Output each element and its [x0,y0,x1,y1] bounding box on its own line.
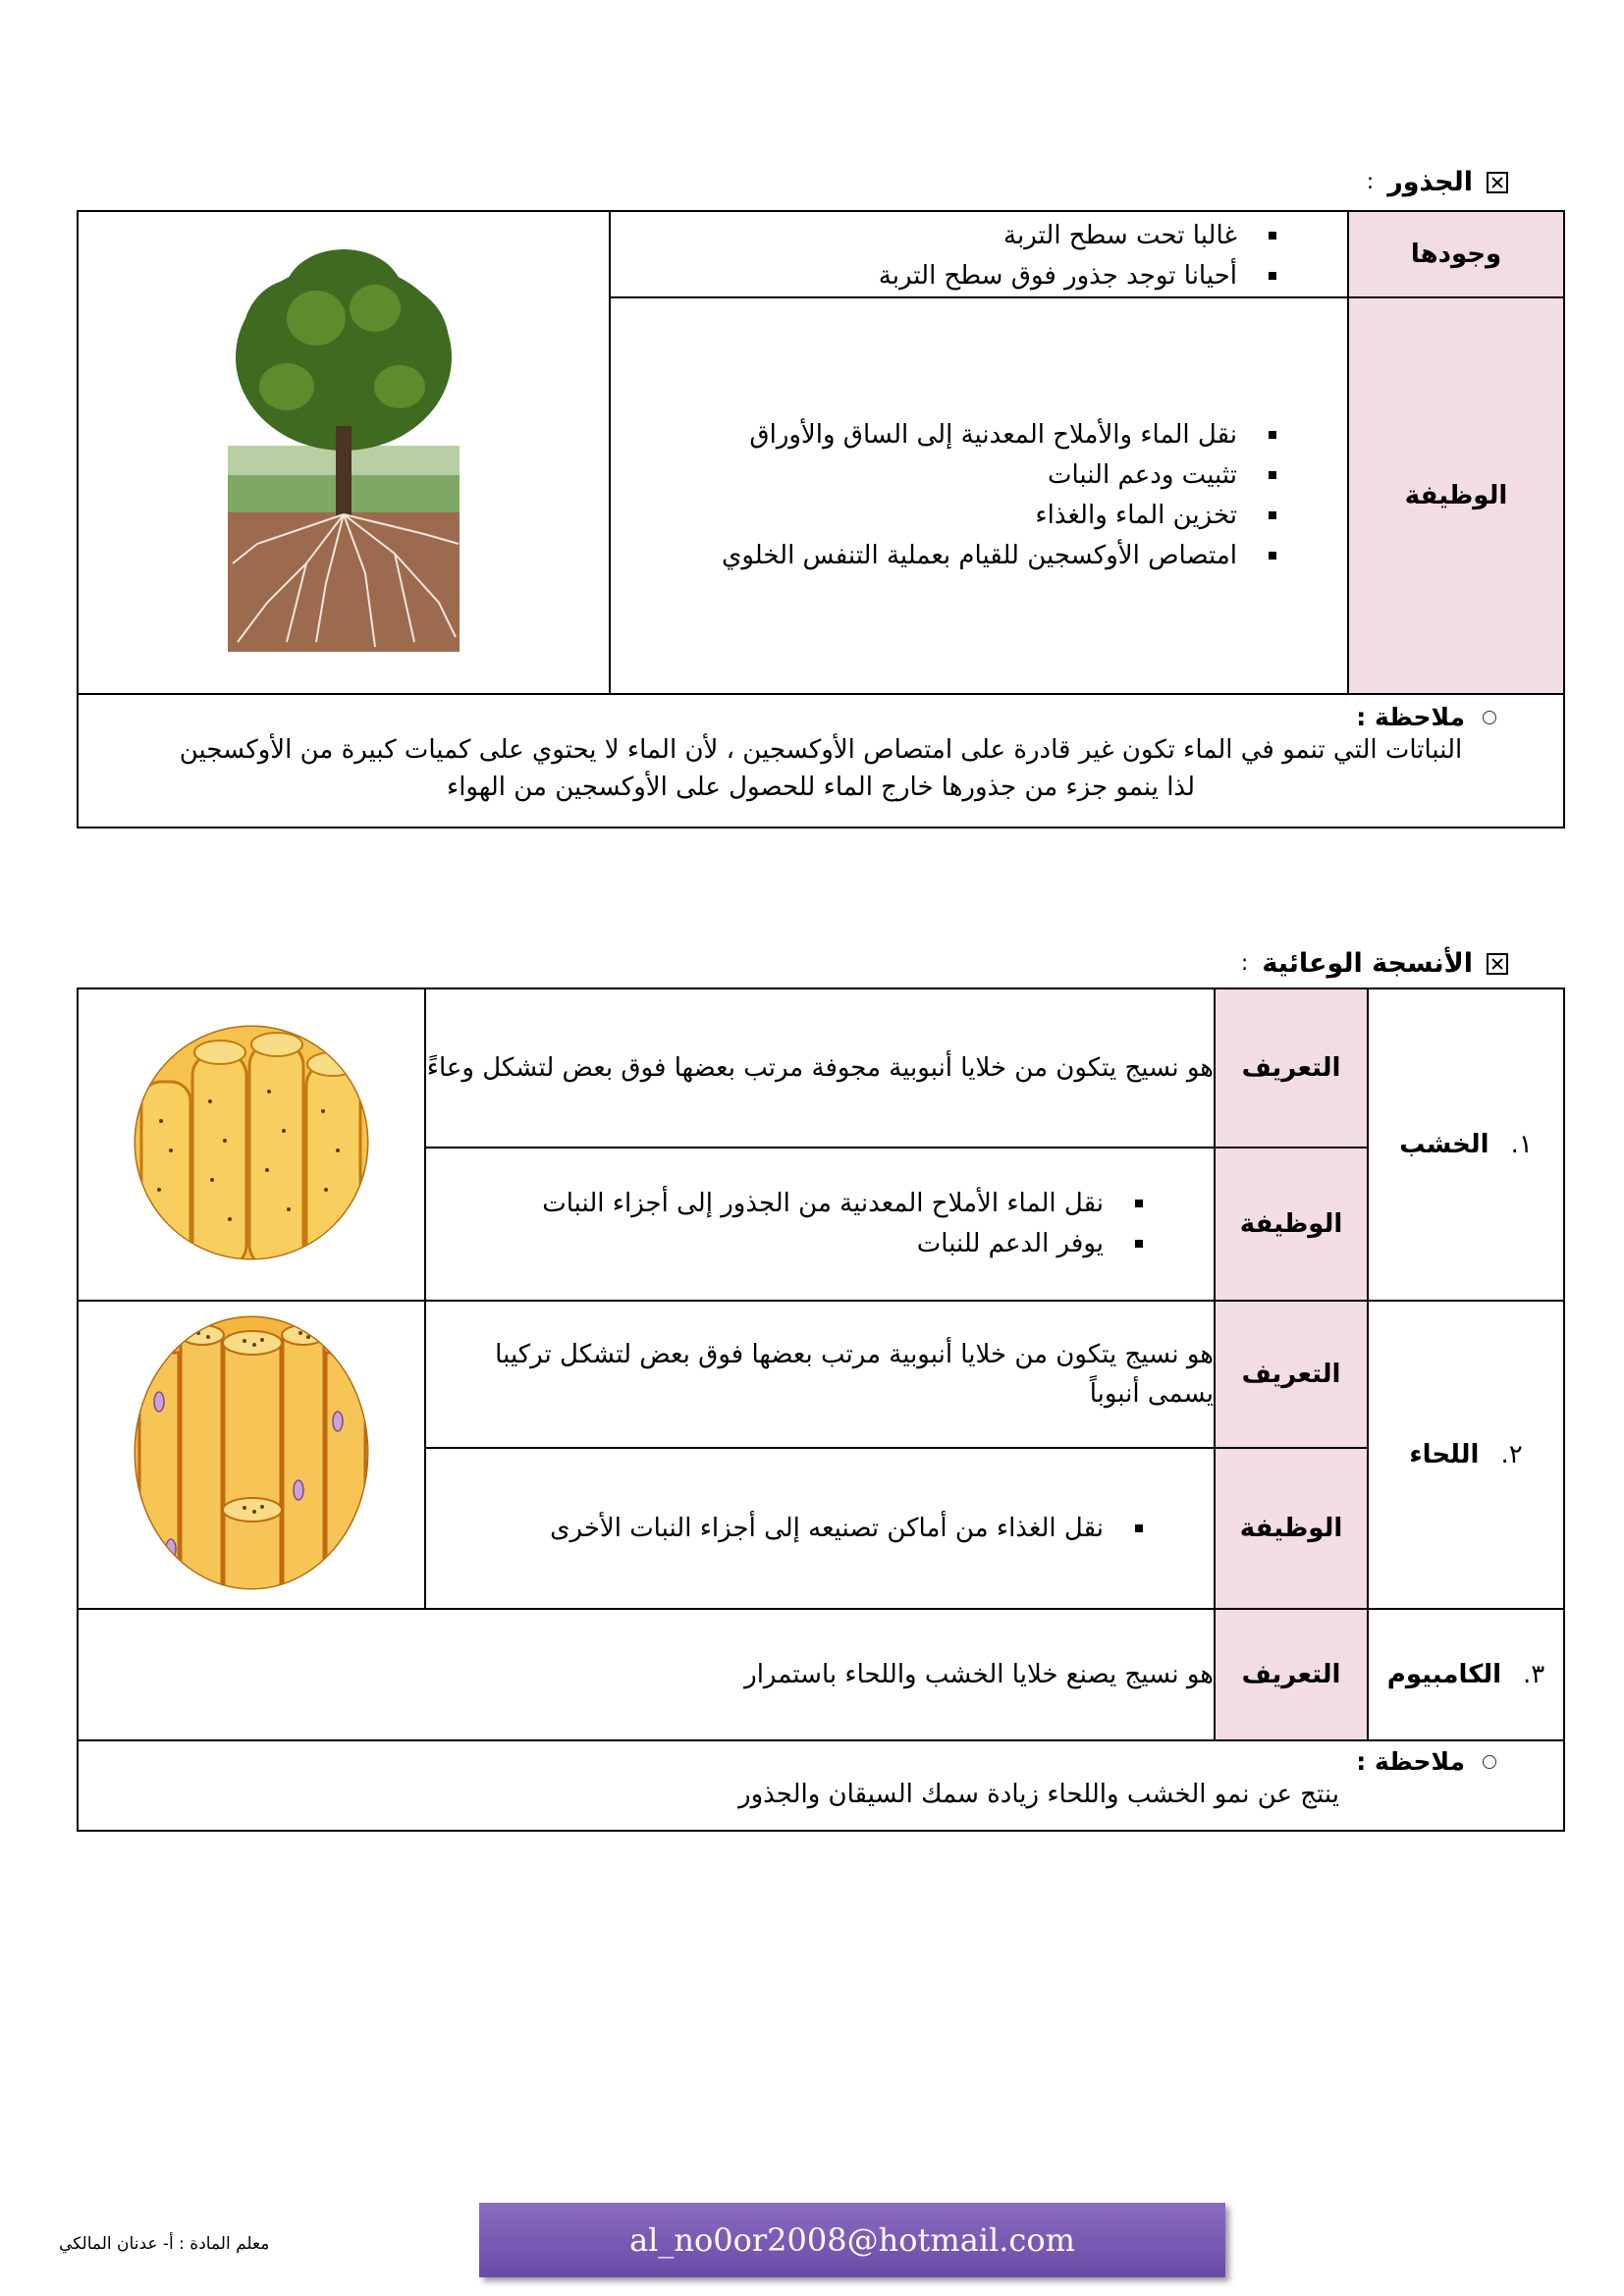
list-item: أحيانا توجد جذور فوق سطح التربة [611,256,1237,296]
roots-location-label: وجودها [1348,211,1564,297]
bullet-circle-icon [1483,1755,1496,1769]
list-item: نقل الغذاء من أماكن تصنيعه إلى أجزاء النبات الأخرى [426,1509,1104,1549]
note-line: ينتج عن نمو الخشب واللحاء زيادة سمك السيقان والجذور [738,1780,1339,1809]
xylem-tissue-image [132,1023,371,1262]
xylem-definition: هو نسيج يتكون من خلايا أنبوبية مجوفة مرتب بعضها فوق بعض لتشكل وعاءً [425,988,1215,1148]
list-item: تثبيت ودعم النبات [611,455,1237,496]
vascular-note: ملاحظة : ينتج عن نمو الخشب واللحاء زيادة سمك السيقان والجذور [78,1740,1564,1831]
checkbox-x-icon [1487,953,1508,975]
roots-function-cell [610,297,1348,694]
phloem-label-cell: ٢. اللحاء [1368,1301,1564,1609]
checkbox-x-icon [1487,172,1508,193]
list-item: تخزين الماء والغذاء [611,496,1237,536]
roots-note: ملاحظة : النباتات التي تنمو في الماء تكون غير قادرة على امتصاص الأوكسجين ، لأن الماء لا يحتوي على كميات كبيرة من الأوكسجين لذا ينمو جزء من جذورها خارج الماء للحصول على الأوكسجين من الهواء [78,694,1564,828]
xylem-function-cell [425,1148,1215,1301]
cambium-definition-label: التعريف [1215,1609,1368,1740]
list-item: نقل الماء الأملاح المعدنية من الجذور إلى أجزاء النبات [426,1184,1104,1224]
phloem-function-label: الوظيفة [1215,1448,1368,1609]
xylem-image-cell [78,988,425,1301]
list-item: غالبا تحت سطح التربة [611,216,1237,256]
xylem-function-label: الوظيفة [1215,1148,1368,1301]
bullet-circle-icon [1483,711,1496,724]
roots-function-label: الوظيفة [1348,297,1564,694]
cambium-definition: هو نسيج يصنع خلايا الخشب واللحاء باستمرار [78,1609,1215,1740]
xylem-label-cell: ١. الخشب [1368,988,1564,1301]
footer-email[interactable]: al_no0or2008@hotmail.com [629,2221,1075,2259]
list-item: امتصاص الأوكسجين للقيام بعملية التنفس الخلوي [611,536,1237,576]
phloem-definition-label: التعريف [1215,1301,1368,1448]
footer-teacher: معلم المادة : أ- عدنان المالكي [59,2234,270,2254]
note-line: لذا ينمو جزء من جذورها خارج الماء للحصول على الأوكسجين من الهواء [446,773,1196,802]
tree-with-roots-image [228,249,460,652]
tree-image-cell [78,211,610,694]
list-item: نقل الماء والأملاح المعدنية إلى الساق والأوراق [611,415,1237,455]
vascular-table [77,988,1565,1832]
phloem-function-cell [425,1448,1215,1609]
note-line: النباتات التي تنمو في الماء تكون غير قادرة على امتصاص الأوكسجين ، لأن الماء لا يحتوي على كميات كبيرة من الأوكسجين [179,735,1463,765]
roots-title: الجذور : [1367,167,1508,197]
phloem-image-cell [78,1301,425,1609]
footer-email-box [479,2203,1225,2277]
list-item: يوفر الدعم للنبات [426,1224,1104,1264]
vascular-title: الأنسجة الوعائية : [1241,948,1508,979]
roots-location-cell [610,211,1348,297]
cambium-label-cell: ٣. الكامبيوم [1368,1609,1564,1740]
phloem-definition: هو نسيج يتكون من خلايا أنبوبية مرتب بعضها فوق بعض لتشكل تركيبا يسمى أنبوباً [425,1301,1215,1448]
roots-table [77,210,1565,828]
phloem-tissue-image [132,1313,371,1592]
xylem-definition-label: التعريف [1215,988,1368,1148]
